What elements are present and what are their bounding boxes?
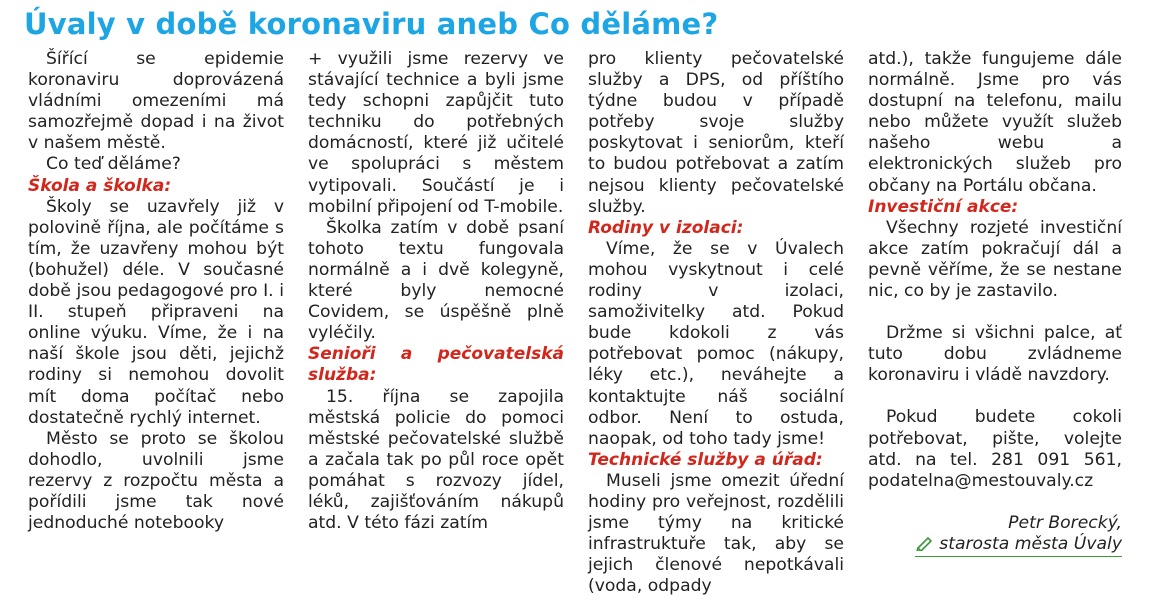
school-paragraph-3: Školka zatím v době psaní tohoto textu fungovala normálně a i dvě kolegyně, které byly nemocné Covidem, se úspěšně plně vyléčily. (308, 217, 564, 344)
school-paragraph-2-end: + využili jsme rezervy ve stávající technice a byli jsme tedy schopni zapůjčit tuto techniku do potřebných domácností, které již učitelé ve spolupráci s městem vytipovali. Součástí je i mobilní připojení od T-mobile. (308, 49, 564, 217)
closing-paragraph-1: Držme si všichni palce, ať tuto dobu zvládneme koronaviru i vládě navzdory. (868, 323, 1122, 386)
column-4 (868, 49, 1122, 557)
section-heading-technical: Technické služby a úřad: (588, 449, 823, 470)
closing-paragraph-2: Pokud budete cokoli potřebovat, pište, volejte atd. na tel. 281 091 561, podatelna@mestouvaly.cz (868, 407, 1122, 491)
column-3 (588, 49, 844, 597)
signature (868, 513, 1122, 557)
seniors-paragraph-start: 15. října se zapojila městská policie do pomoci městské pečovatelské službě a začala tak po půl roce opět pomáhat s rozvozy jídel, léků, zajišťováním nákupů atd. V této fázi zatím (308, 386, 564, 534)
school-paragraph-1: Školy se uzavřely již v polovině října, ale počítáme s tím, že uzavřeny mohou být (bohužel) déle. V současné době jsou pedagogové pro I. i II. stupeň připraveni na online výuku. Víme, že i na naší škole jsou děti, jejichž rodiny si nemohou dovolit mít doma počítač nebo dostatečně rychlý internet. (28, 196, 284, 428)
technical-paragraph-start: Museli jsme omezit úřední hodiny pro veřejnost, rozdělili jsme týmy na kritické infrastruktuře tak, aby se jejich členové nepotkávali (voda, odpady (588, 470, 844, 597)
seniors-paragraph-end: pro klienty pečovatelské služby a DPS, od příštího týdne budou v případě potřeby svoje služby poskytovat i seniorům, kteří to budou potřebovat a zatím nejsou klienty pečovatelské služby. (588, 49, 844, 217)
section-heading-investments: Investiční akce: (868, 196, 1019, 217)
column-2 (308, 49, 564, 534)
technical-paragraph-end: atd.), takže fungujeme dále normálně. Jsme pro vás dostupní na telefonu, mailu nebo můžete využít služeb našeho webu a elektronických služeb pro občany na Portálu občana. (868, 49, 1122, 196)
section-heading-families: Rodiny v izolaci: (588, 217, 744, 238)
investments-paragraph: Všechny rozjeté investiční akce zatím pokračují dál a pevně věříme, že se nestane nic, co by je zastavilo. (868, 217, 1122, 302)
school-paragraph-2-start: Město se proto se školou dohodlo, uvolnili jsme rezervy z rozpočtu města a pořídili jsme tak nové jednoduché notebooky (28, 428, 284, 534)
signature-role-line (915, 534, 1122, 557)
signature-role: starosta města Úvaly (939, 533, 1122, 554)
intro-paragraph: Šířící se epidemie koronaviru doprovázená vládními omezeními má samozřejmě dopad i na život v našem městě. (28, 49, 284, 154)
section-heading-seniors: Senioři a pečovatelská služba: (308, 344, 564, 386)
families-paragraph: Víme, že se v Úvalech mohou vyskytnout i celé rodiny v izolaci, samoživitelky atd. Pokud bude kdokoli z vás potřebovat pomoc (nákupy, léky etc.), neváhejte a kontaktujte náš sociální odbor. Není to ostuda, naopak, od toho tady jsme! (588, 238, 844, 449)
intro-question: Co teď děláme? (46, 154, 181, 175)
column-1 (28, 49, 284, 534)
article-title: Úvaly v době koronaviru aneb Co děláme? (24, 7, 719, 41)
section-heading-school: Škola a školka: (28, 175, 172, 196)
signature-name: Petr Borecký, (1008, 512, 1122, 533)
pen-icon (915, 535, 935, 551)
